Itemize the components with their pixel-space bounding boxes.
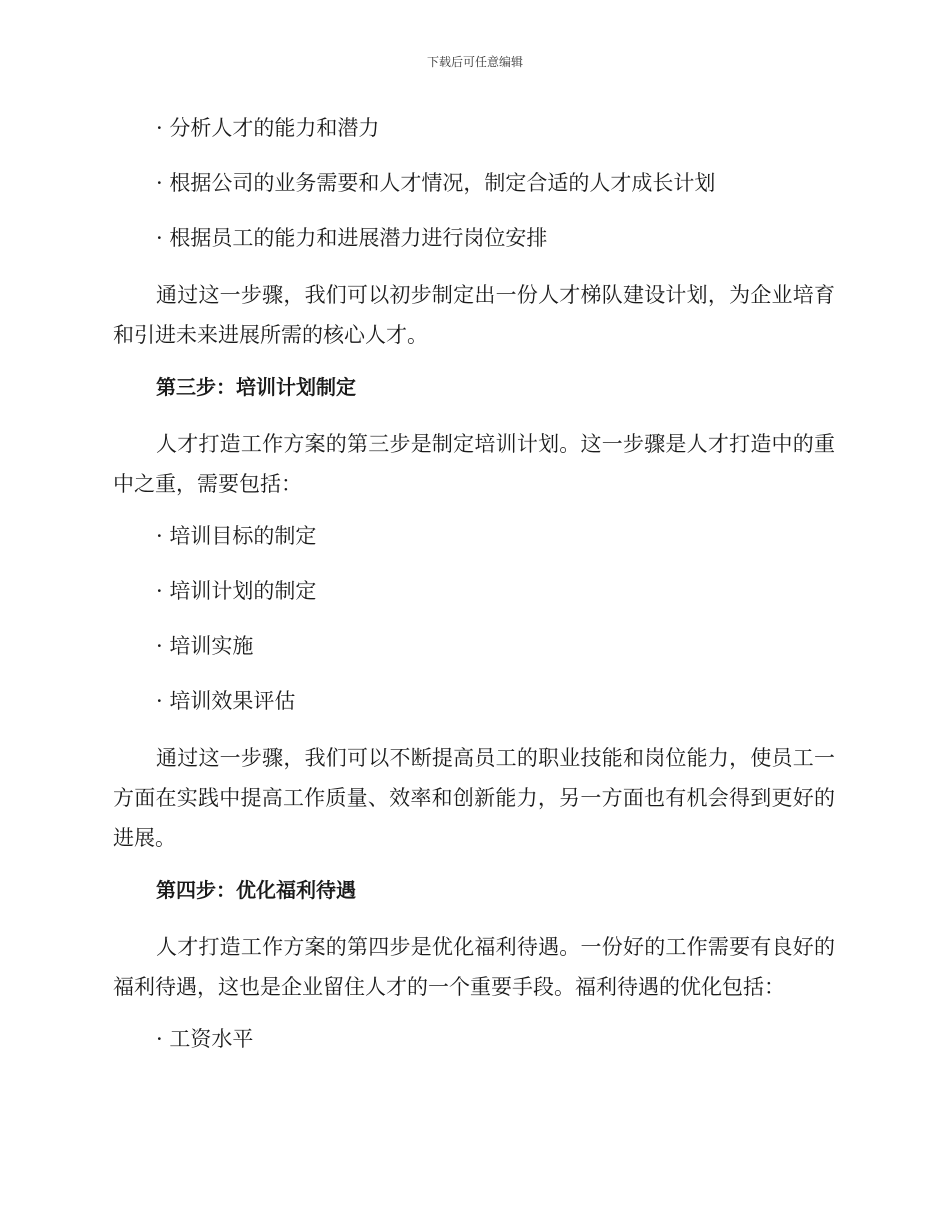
document-body [113,110,835,1076]
bullet-item: · 培训目标的制定 [156,524,317,548]
paragraph: 通过这一步骤，我们可以初步制定出一份人才梯队建设计划，为企业培育和引进未来进展所需的核心人才。 [113,283,835,347]
paragraph: 通过这一步骤，我们可以不断提高员工的职业技能和岗位能力，使员工一方面在实践中提高工作质量、效率和创新能力，另一方面也有机会得到更好的进展。 [113,746,835,850]
bullet-item: · 培训效果评估 [156,689,296,713]
paragraph: 人才打造工作方案的第四步是优化福利待遇。一份好的工作需要有良好的福利待遇，这也是企业留住人才的一个重要手段。福利待遇的优化包括： [113,935,835,999]
section-heading: 第四步：优化福利待遇 [156,878,356,902]
bullet-item: · 根据员工的能力和进展潜力进行岗位安排 [156,226,548,250]
bullet-item: · 分析人才的能力和潜力 [156,116,380,140]
bullet-item: · 培训实施 [156,634,254,658]
section-heading: 第三步：培训计划制定 [156,375,356,399]
bullet-item: · 培训计划的制定 [156,579,317,603]
bullet-item: · 根据公司的业务需要和人才情况，制定合适的人才成长计划 [156,171,716,195]
paragraph: 人才打造工作方案的第三步是制定培训计划。这一步骤是人才打造中的重中之重，需要包括： [113,432,835,496]
page-header: 下载后可任意编辑 [426,55,523,69]
bullet-item: · 工资水平 [156,1027,254,1051]
